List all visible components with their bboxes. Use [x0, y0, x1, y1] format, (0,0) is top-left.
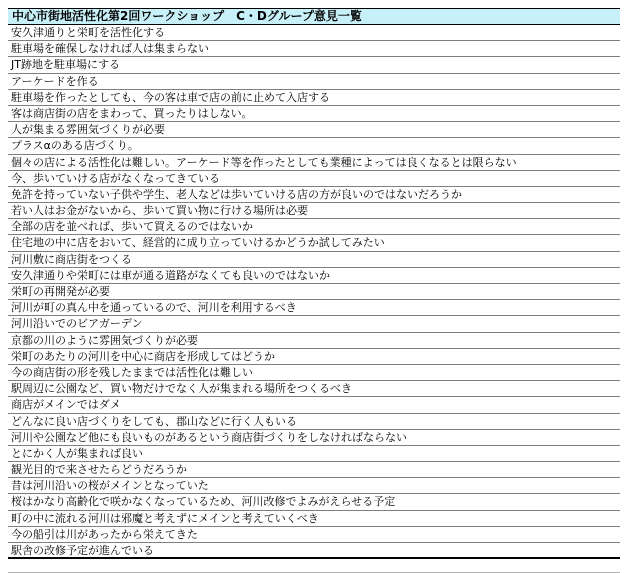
- opinion-row: 駅周辺に公園など、買い物だけでなく人が集まれる場所をつくるべき: [8, 381, 620, 397]
- opinion-row: アーケードを作る: [8, 74, 620, 90]
- opinion-row: 河川敷に商店街をつくる: [8, 252, 620, 268]
- opinion-row: プラスαのある店づくり。: [8, 138, 620, 154]
- opinion-row: 安久津通りと栄町を活性化する: [8, 25, 620, 41]
- opinion-row: 全部の店を並べれば、歩いて買えるのではないか: [8, 219, 620, 235]
- opinion-row: 栄町の再開発が必要: [8, 284, 620, 300]
- opinion-row: 安久津通りや栄町には車が通る道路がなくても良いのではないか: [8, 268, 620, 284]
- opinion-row: 昔は河川沿いの桜がメインとなっていた: [8, 478, 620, 494]
- opinion-row: 人が集まる雰囲気づくりが必要: [8, 122, 620, 138]
- opinion-row: 免許を持っていない子供や学生、老人などは歩いていける店の方が良いのではないだろうか: [8, 187, 620, 203]
- opinion-row: 河川や公園など他にも良いものがあるという商店街づくりをしなければならない: [8, 430, 620, 446]
- opinion-row: 桜はかなり高齢化で咲かなくなっているため、河川改修でよみがえらせる予定: [8, 494, 620, 510]
- opinion-list: [8, 25, 620, 559]
- opinion-row: 河川沿いでのビアガーデン: [8, 316, 620, 332]
- opinion-row: 町の中に流れる河川は邪魔と考えずにメインと考えていくべき: [8, 511, 620, 527]
- opinion-row: 若い人はお金がないから、歩いて買い物に行ける場所は必要: [8, 203, 620, 219]
- opinion-row: 駐車場を作ったとしても、今の客は車で店の前に止めて入店する: [8, 90, 620, 106]
- opinion-row: 駅舎の改修予定が進んでいる: [8, 543, 620, 559]
- opinion-row: 観光目的で来させたらどうだろうか: [8, 462, 620, 478]
- opinion-row: 今、歩いていける店がなくなってきている: [8, 171, 620, 187]
- opinion-row: 駐車場を確保しなければ人は集まらない: [8, 41, 620, 57]
- opinion-row: 今の船引は川があったから栄えてきた: [8, 527, 620, 543]
- opinion-row: とにかく人が集まれば良い: [8, 446, 620, 462]
- opinion-row: 河川が町の真ん中を通っているので、河川を利用するべき: [8, 300, 620, 316]
- opinion-row: 住宅地の中に店をおいて、経営的に成り立っていけるかどうか試してみたい: [8, 235, 620, 251]
- sheet-title: 中心市街地活性化第2回ワークショップ C・Dグループ意見一覧: [8, 8, 620, 25]
- opinion-row: 客は商店街の店をまわって、買ったりはしない。: [8, 106, 620, 122]
- opinion-row: 今の商店街の形を残したままでは活性化は難しい: [8, 365, 620, 381]
- opinion-sheet: [8, 8, 620, 573]
- opinion-row: 栄町のあたりの河川を中心に商店を形成してはどうか: [8, 349, 620, 365]
- opinion-row: JT跡地を駐車場にする: [8, 57, 620, 73]
- opinion-row: どんなに良い店づくりをしても、郡山などに行く人もいる: [8, 414, 620, 430]
- opinion-row: 商店がメインではダメ: [8, 397, 620, 413]
- empty-row: [8, 559, 620, 573]
- opinion-row: 京都の川のように雰囲気づくりが必要: [8, 333, 620, 349]
- opinion-row: 個々の店による活性化は難しい。アーケード等を作ったとしても業種によっては良くなるとは限らない: [8, 155, 620, 171]
